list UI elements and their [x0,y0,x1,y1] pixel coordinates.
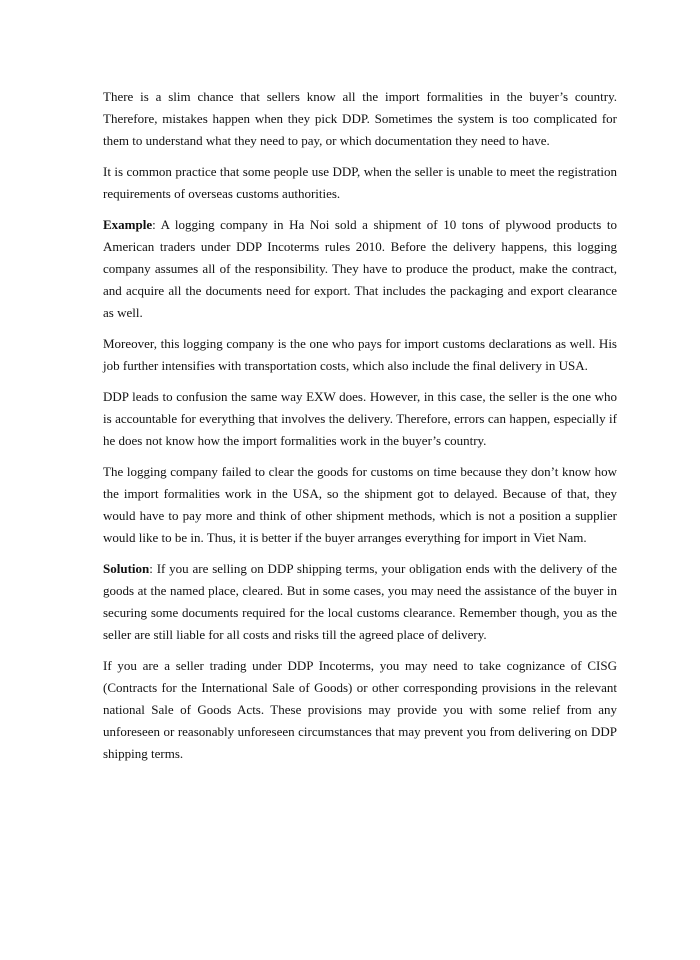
paragraph-common-practice [103,161,617,205]
paragraph-text: : A logging company in Ha Noi sold a shipment of 10 tons of plywood products to American traders under DDP Incoterms rules 2010. Before the delivery happens, this logging company assumes all of the responsibility. They have to produce the product, make the contract, and acquire all the documents need for export. That includes the packaging and export clearance as well. [103,217,617,320]
paragraph-text: Moreover, this logging company is the one who pays for import customs declarations as well. His job further intensifies with transportation costs, which also include the final delivery in USA. [103,336,617,373]
paragraph-cisg [103,655,617,765]
paragraph-text: : If you are selling on DDP shipping terms, your obligation ends with the delivery of the goods at the named place, cleared. But in some cases, you may need the assistance of the buyer in securing some documents required for the local customs clearance. Remember though, you as the seller are still liable for all costs and risks till the agreed place of delivery. [103,561,617,642]
paragraph-text: The logging company failed to clear the goods for customs on time because they don’t know how the import formalities work in the USA, so the shipment got to delayed. Because of that, they would have to pay more and think of other shipment methods, which is not a position a supplier would like to be in. Thus, it is better if the buyer arranges everything for import in Viet Nam. [103,464,617,545]
solution-label: Solution [103,561,150,576]
paragraph-delay [103,461,617,549]
paragraph-text: It is common practice that some people use DDP, when the seller is unable to meet the registration requirements of overseas customs authorities. [103,164,617,201]
paragraph-text: There is a slim chance that sellers know all the import formalities in the buyer’s country. Therefore, mistakes happen when they pick DDP. Sometimes the system is too complicated for them to understand what they need to pay, or which documentation they need to have. [103,89,617,148]
paragraph-solution [103,558,617,646]
paragraph-import-formalities [103,86,617,152]
paragraph-text: If you are a seller trading under DDP Incoterms, you may need to take cognizance of CISG (Contracts for the International Sale of Goods) or other corresponding provisions in the relevant national Sale of Goods Acts. These provisions may provide you with some relief from any unforeseen or reasonably unforeseen circumstances that may prevent you from delivering on DDP shipping terms. [103,658,617,761]
paragraph-text: DDP leads to confusion the same way EXW does. However, in this case, the seller is the one who is accountable for everything that involves the delivery. Therefore, errors can happen, especially if he does not know how the import formalities work in the buyer’s country. [103,389,617,448]
paragraph-example [103,214,617,324]
paragraph-confusion [103,386,617,452]
example-label: Example [103,217,153,232]
document-body [103,86,617,774]
paragraph-customs-declarations [103,333,617,377]
